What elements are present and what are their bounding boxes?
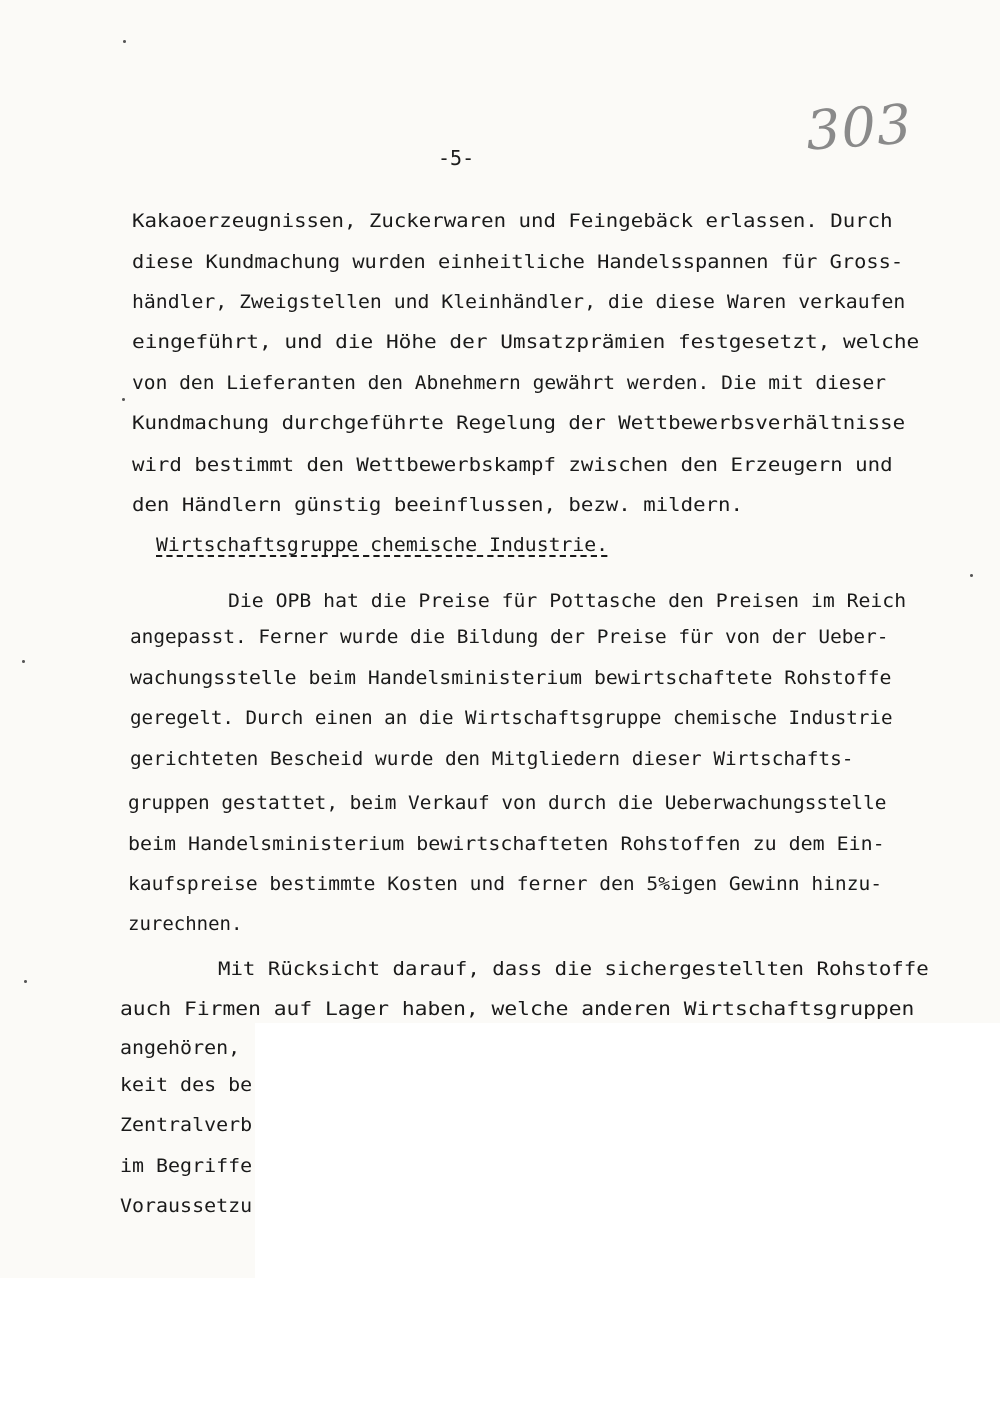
paragraph-line: angepasst. Ferner wurde die Bildung der Preise für von der Ueber- [130, 626, 889, 648]
blank-bottom-area [0, 1278, 1000, 1419]
paragraph-line: auch Firmen auf Lager haben, welche anderen Wirtschaftsgruppen [120, 998, 915, 1020]
paragraph-line: Kakaoerzeugnissen, Zuckerwaren und Feingebäck erlassen. Durch [132, 210, 893, 232]
page-number: -5- [438, 146, 475, 170]
paragraph-line: zurechnen. [128, 913, 243, 935]
paper-speck [123, 40, 126, 43]
paragraph-line: kaufspreise bestimmte Kosten und ferner den 5%igen Gewinn hinzu- [128, 873, 883, 895]
paragraph-line: beim Handelsministerium bewirtschafteten Rohstoffen zu dem Ein- [128, 833, 885, 855]
paragraph-line: den Händlern günstig beeinflussen, bezw. mildern. [132, 494, 743, 516]
paper-speck [970, 574, 973, 577]
paper-speck [24, 980, 27, 983]
section-heading: Wirtschaftsgruppe chemische Industrie. [156, 534, 609, 556]
paragraph-line: wird bestimmt den Wettbewerbskampf zwischen den Erzeugern und [132, 454, 893, 476]
paper-speck [122, 398, 125, 401]
paragraph-line: wachungsstelle beim Handelsministerium bewirtschaftete Rohstoffe [130, 667, 892, 689]
paragraph-line: Die OPB hat die Preise für Pottasche den Preisen im Reich [228, 590, 907, 612]
paragraph-line: gerichteten Bescheid wurde den Mitgliedern dieser Wirtschafts- [130, 748, 854, 770]
paragraph-line: eingeführt, und die Höhe der Umsatzprämien festgesetzt, welche [132, 331, 920, 353]
paragraph-line: von den Lieferanten den Abnehmern gewährt werden. Die mit dieser [132, 372, 887, 394]
paragraph-line: Zentralverb [120, 1114, 253, 1136]
paragraph-line: im Begriffe [120, 1155, 253, 1177]
paragraph-line: Kundmachung durchgeführte Regelung der Wettbewerbsverhältnisse [132, 412, 906, 434]
handwritten-page-number: 303 [803, 92, 915, 163]
paragraph-line: händler, Zweigstellen und Kleinhändler, die diese Waren verkaufen [132, 291, 906, 313]
paragraph-line: angehören, [120, 1037, 241, 1059]
paragraph-line: diese Kundmachung wurden einheitliche Handelsspannen für Gross- [132, 251, 904, 273]
paragraph-line: Mit Rücksicht darauf, dass die sichergestellten Rohstoffe [218, 958, 929, 980]
paragraph-line: geregelt. Durch einen an die Wirtschaftsgruppe chemische Industrie [130, 707, 893, 729]
paragraph-line: Voraussetzu [120, 1195, 253, 1217]
paragraph-line: gruppen gestattet, beim Verkauf von durch die Ueberwachungsstelle [128, 792, 887, 814]
paper-speck [22, 660, 25, 663]
paragraph-line: keit des be [120, 1074, 253, 1096]
